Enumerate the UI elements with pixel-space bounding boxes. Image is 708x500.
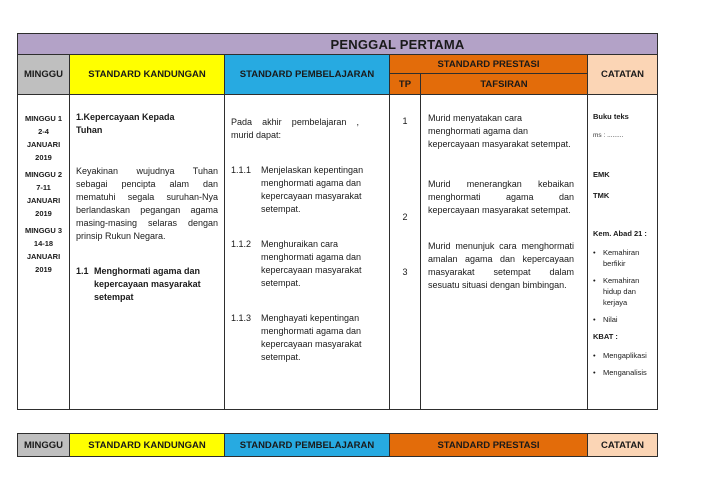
- cell-tp: [390, 95, 421, 410]
- learning-objective-1: [231, 164, 383, 216]
- list-item-text: • Nilai: [603, 315, 618, 324]
- week-month: JANUARI: [26, 252, 61, 261]
- week-year: 2019: [35, 265, 52, 274]
- kandungan-title: 1.Kepercayaan Kepada Tuhan: [76, 112, 175, 135]
- list-item: [593, 314, 653, 325]
- table-footer-row: [17, 433, 658, 457]
- week-dates: 2-4: [38, 127, 49, 136]
- substandard-number: 1.1: [76, 266, 89, 276]
- objective-number: 1.1.1: [231, 165, 252, 175]
- footer-header-standard-kandungan: STANDARD KANDUNGAN: [70, 433, 225, 457]
- cell-standard-pembelajaran: [225, 95, 390, 410]
- cell-minggu: [17, 95, 70, 410]
- objective-number: 1.1.3: [231, 313, 252, 323]
- week-label: MINGGU 1: [24, 114, 63, 123]
- catatan-kbat-heading: KBAT :: [593, 332, 618, 341]
- list-item-text: • Mengaplikasi: [603, 351, 647, 360]
- learning-objective-2: [231, 238, 383, 290]
- column-header-standard-pembelajaran: STANDARD PEMBELAJARAN: [225, 55, 390, 95]
- footer-header-standard-prestasi: STANDARD PRESTASI: [390, 433, 588, 457]
- week-dates: 14-18: [33, 239, 54, 248]
- week-year: 2019: [35, 209, 52, 218]
- catatan-kem-abad-heading: Kem. Abad 21 :: [593, 229, 647, 238]
- list-item: [593, 350, 653, 361]
- learning-objective-3: [231, 312, 383, 364]
- curriculum-table: [17, 33, 658, 457]
- list-item: [593, 367, 653, 378]
- objective-text: Menjelaskan kepentingan menghormati agama dan kepercayaan masyarakat setempat.: [261, 165, 364, 214]
- week-dates: 7-11: [36, 183, 51, 192]
- footer-header-catatan: CATATAN: [588, 433, 658, 457]
- kandungan-description: Keyakinan wujudnya Tuhan sebagai pencipta alam dan mematuhi segala suruhan-Nya berlandaskan pegangan agama masing-masing selaras dengan prinsip Rukun Negara.: [76, 166, 218, 241]
- week-year: 2019: [35, 153, 52, 162]
- tafsiran-level-1: Murid menyatakan cara menghormati agama dan kepercayaan masyarakat setempat.: [428, 113, 571, 149]
- kbat-list: [593, 350, 653, 378]
- column-header-tafsiran: TAFSIRAN: [480, 78, 528, 90]
- tafsiran-level-2: Murid menerangkan kebaikan menghormati agama dan kepercayaan masyarakat setempat.: [428, 179, 574, 215]
- week-label: MINGGU 2: [24, 170, 63, 179]
- prestasi-subheader-row: [390, 74, 587, 94]
- footer-header-standard-pembelajaran: STANDARD PEMBELAJARAN: [225, 433, 390, 457]
- column-header-standard-kandungan: STANDARD KANDUNGAN: [70, 55, 225, 95]
- kandungan-substandard: [76, 265, 218, 304]
- column-header-catatan: CATATAN: [588, 55, 658, 95]
- list-item: [593, 275, 653, 308]
- cell-tafsiran: [421, 95, 588, 410]
- term-banner: [17, 33, 658, 55]
- column-header-standard-prestasi: [390, 55, 588, 95]
- week-block-1: [18, 112, 69, 164]
- substandard-text: Menghormati agama dan kepercayaan masyarakat setempat: [94, 266, 201, 302]
- column-header-tp: TP: [390, 74, 421, 94]
- catatan-buku-teks: Buku teks: [593, 112, 629, 121]
- cell-standard-kandungan: [70, 95, 225, 410]
- list-item-text: • Kemahiran berfikir: [603, 248, 640, 268]
- cell-catatan: [588, 95, 658, 410]
- catatan-emk: EMK: [593, 170, 610, 179]
- table-body-row: [17, 95, 658, 410]
- term-banner-title: PENGGAL PERTAMA: [330, 36, 465, 52]
- catatan-tmk: TMK: [593, 191, 610, 200]
- week-block-2: [18, 168, 69, 220]
- column-header-minggu: MINGGU: [17, 55, 70, 95]
- table-header-row: [17, 55, 658, 95]
- week-label: MINGGU 3: [24, 226, 63, 235]
- list-item: [593, 247, 653, 269]
- objective-number: 1.1.2: [231, 239, 252, 249]
- tp-level-2: 2: [402, 212, 408, 222]
- standard-prestasi-label: STANDARD PRESTASI: [390, 55, 587, 74]
- week-month: JANUARI: [26, 196, 61, 205]
- tp-level-3: 3: [402, 267, 408, 277]
- list-item-text: • Kemahiran hidup dan kerjaya: [603, 276, 640, 307]
- objective-text: Menghayati kepentingan menghormati agama dan kepercayaan masyarakat setempat.: [261, 313, 362, 362]
- pembelajaran-intro: Pada akhir pembelajaran , murid dapat:: [231, 117, 359, 140]
- week-block-3: [18, 224, 69, 276]
- week-month: JANUARI: [26, 140, 61, 149]
- footer-header-minggu: MINGGU: [17, 433, 70, 457]
- list-item-text: • Menganalisis: [603, 368, 647, 377]
- tp-level-1: 1: [402, 116, 408, 126]
- objective-text: Menghuraikan cara menghormati agama dan kepercayaan masyarakat setempat.: [261, 239, 362, 288]
- tafsiran-level-3: Murid menunjuk cara menghormati amalan agama dan kepercayaan masyarakat setempat dalam sesuatu situasi dengan bimbingan.: [428, 241, 574, 290]
- catatan-ms: ms : .........: [593, 132, 624, 139]
- kem-abad-list: [593, 247, 653, 325]
